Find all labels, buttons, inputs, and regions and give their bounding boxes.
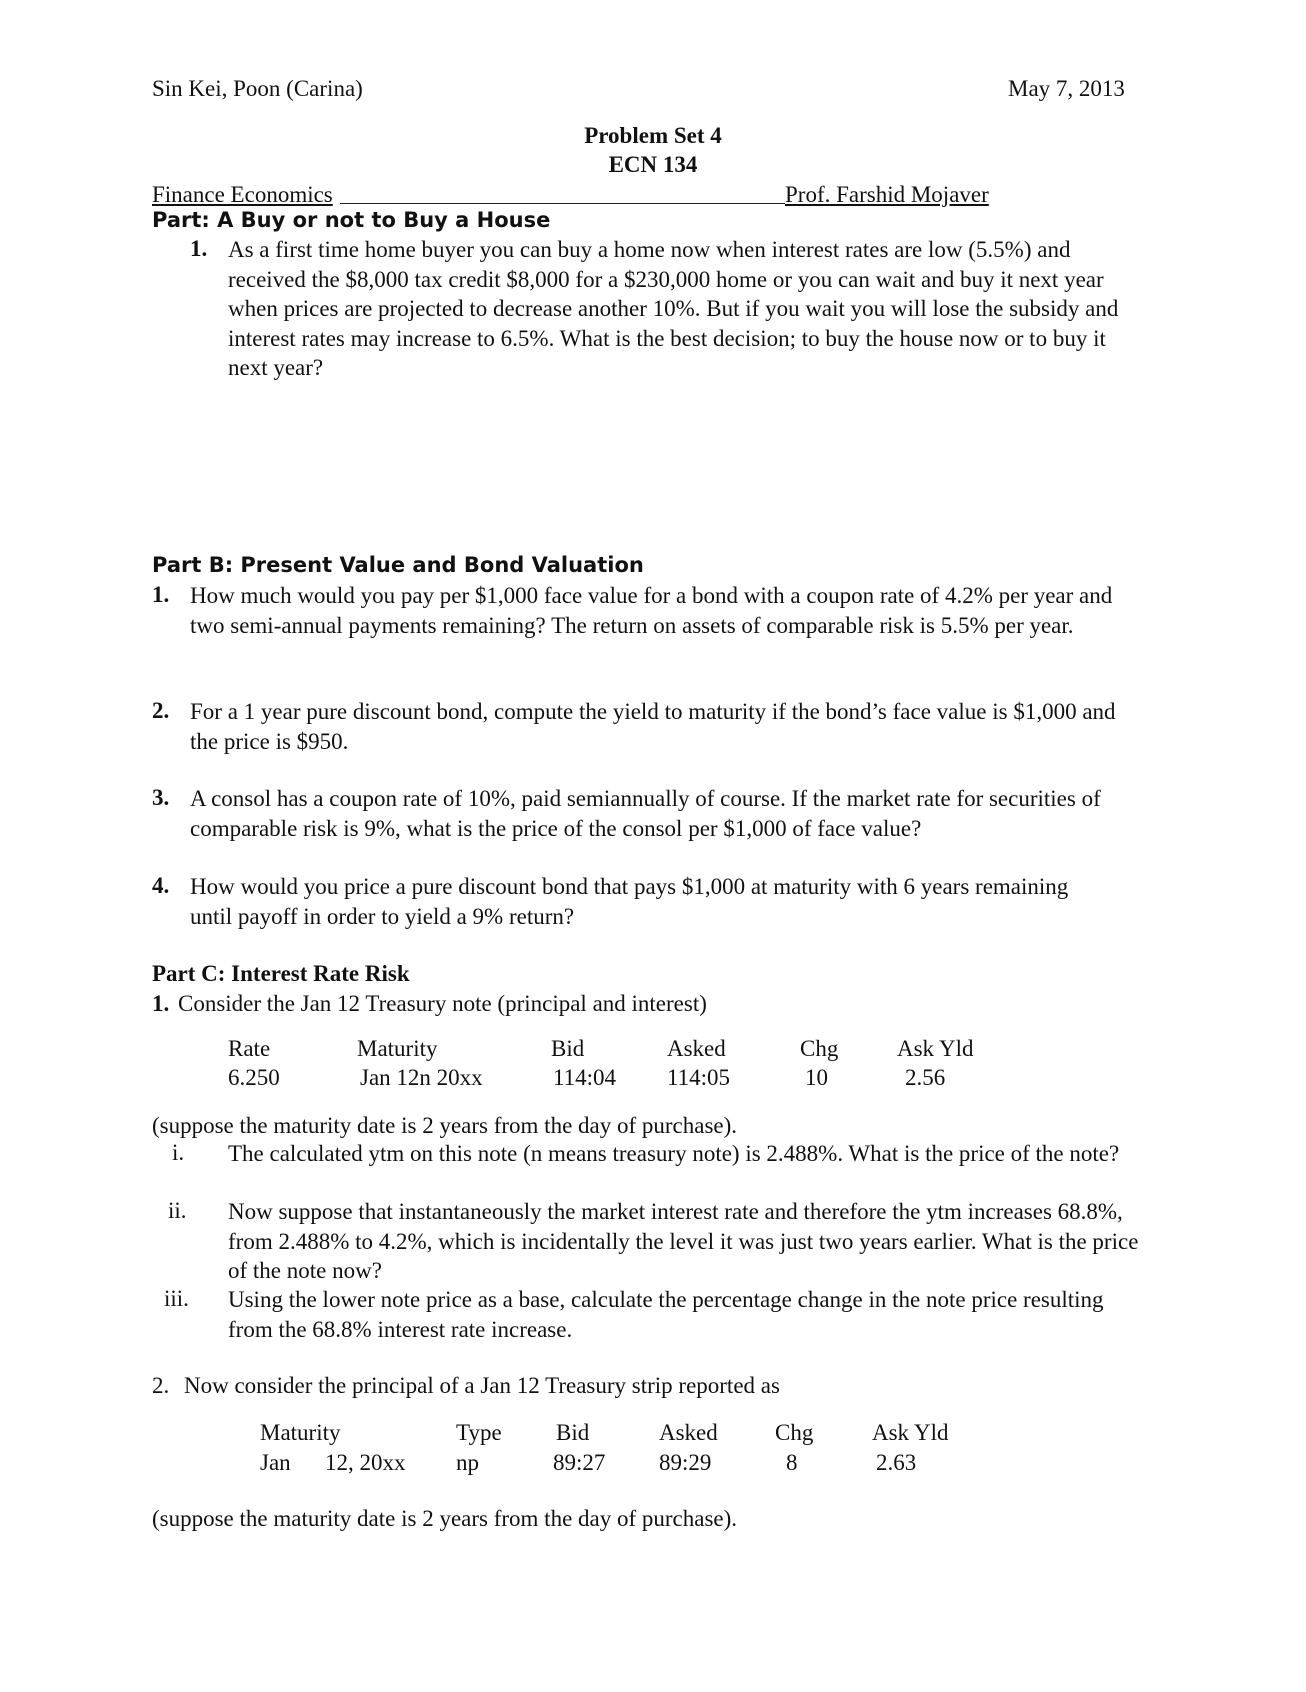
- document-title: Problem Set 4: [584, 123, 722, 148]
- part-c-q1-note: (suppose the maturity date is 2 years from the day of purchase).: [152, 1113, 738, 1138]
- professor-name: Prof. Farshid Mojaver: [785, 182, 989, 207]
- part-b-heading: Part B: Present Value and Bond Valuation: [152, 553, 644, 577]
- table1-cell-bid: 114:04: [553, 1065, 617, 1090]
- table2-header-maturity: Maturity: [260, 1420, 341, 1445]
- table2-header-chg: Chg: [775, 1420, 814, 1445]
- subitem-ii-text: Now suppose that instantaneously the market interest rate and therefore the ytm increases 68.8%, from 2.488% to 4.2%, which is incidentally the level it was just two years earlier. What is the price of the note now?: [228, 1199, 1139, 1283]
- subject-name: Finance Economics: [152, 182, 333, 207]
- part-b-q4-text: How would you price a pure discount bond that pays $1,000 at maturity with 6 years remaining until payoff in order to yield a 9% return?: [190, 874, 1069, 929]
- table2-cell-chg: 8: [786, 1450, 798, 1475]
- course-code: ECN 134: [608, 152, 698, 177]
- part-c-heading: Part C: Interest Rate Risk: [152, 961, 410, 986]
- table2-cell-bid: 89:27: [553, 1450, 606, 1475]
- header-rule: [340, 203, 785, 204]
- part-b-q3-text: A consol has a coupon rate of 10%, paid semiannually of course. If the market rate for securities of comparable risk is 9%, what is the price of the consol per $1,000 of face value?: [190, 786, 1101, 841]
- table2-cell-maturity-date: 12, 20xx: [325, 1450, 406, 1475]
- table1-header-asked: Asked: [667, 1036, 726, 1061]
- table2-cell-type: np: [456, 1450, 479, 1475]
- part-b-q2-text: For a 1 year pure discount bond, compute the yield to maturity if the bond’s face value is $1,000 and the price is $950.: [190, 699, 1116, 754]
- table1-cell-chg: 10: [805, 1065, 828, 1090]
- subitem-i-text: The calculated ytm on this note (n means treasury note) is 2.488%. What is the price of the note?: [228, 1141, 1120, 1166]
- table1-header-askyld: Ask Yld: [897, 1036, 974, 1061]
- table1-header-bid: Bid: [551, 1036, 585, 1061]
- part-b-q3-number: 3.: [152, 785, 170, 810]
- table1-header-rate: Rate: [228, 1036, 271, 1061]
- part-a-q1-number: 1.: [190, 236, 208, 261]
- part-c-q1-text: Consider the Jan 12 Treasury note (principal and interest): [178, 991, 707, 1016]
- table2-header-bid: Bid: [556, 1420, 590, 1445]
- table1-header-chg: Chg: [800, 1036, 839, 1061]
- table2-header-askyld: Ask Yld: [872, 1420, 949, 1445]
- table2-cell-asked: 89:29: [659, 1450, 712, 1475]
- subitem-i-marker: i.: [172, 1140, 185, 1165]
- part-b-q4-number: 4.: [152, 873, 170, 898]
- part-a-q1-text: As a first time home buyer you can buy a home now when interest rates are low (5.5%) and received the $8,000 tax credit $8,000 for a $230,000 home or you can wait and buy it next year when prices are projected to decrease another 10%. But if you wait you will lose the subsidy and interest rates may increase to 6.5%. What is the best decision; to buy the house now or to buy it next year?: [228, 237, 1119, 380]
- table1-cell-asked: 114:05: [667, 1065, 731, 1090]
- table1-cell-rate: 6.250: [228, 1065, 280, 1090]
- part-c-q2-note: (suppose the maturity date is 2 years from the day of purchase).: [152, 1506, 738, 1531]
- table2-cell-maturity-month: Jan: [260, 1450, 291, 1475]
- table1-cell-maturity: Jan 12n 20xx: [360, 1065, 483, 1090]
- table2-header-asked: Asked: [659, 1420, 718, 1445]
- part-a-heading: Part: A Buy or not to Buy a House: [152, 208, 551, 232]
- table2-header-type: Type: [456, 1420, 502, 1445]
- part-b-q2-number: 2.: [152, 698, 170, 723]
- author-name: Sin Kei, Poon (Carina): [152, 76, 363, 101]
- part-c-q1-number: 1.: [152, 991, 170, 1016]
- document-date: May 7, 2013: [1008, 76, 1125, 101]
- table1-header-maturity: Maturity: [357, 1036, 438, 1061]
- part-b-q1-text: How much would you pay per $1,000 face value for a bond with a coupon rate of 4.2% per year and two semi-annual payments remaining? The return on assets of comparable risk is 5.5% per year.: [190, 583, 1113, 638]
- subitem-ii-marker: ii.: [168, 1198, 187, 1223]
- subitem-iii-marker: iii.: [164, 1286, 189, 1311]
- part-b-q1-number: 1.: [152, 582, 170, 607]
- part-c-q2-text: Now consider the principal of a Jan 12 Treasury strip reported as: [184, 1373, 780, 1398]
- table2-cell-askyld: 2.63: [876, 1450, 917, 1475]
- subitem-iii-text: Using the lower note price as a base, calculate the percentage change in the note price resulting from the 68.8% interest rate increase.: [228, 1287, 1104, 1342]
- part-c-q2-number: 2.: [152, 1373, 170, 1398]
- table1-cell-askyld: 2.56: [905, 1065, 946, 1090]
